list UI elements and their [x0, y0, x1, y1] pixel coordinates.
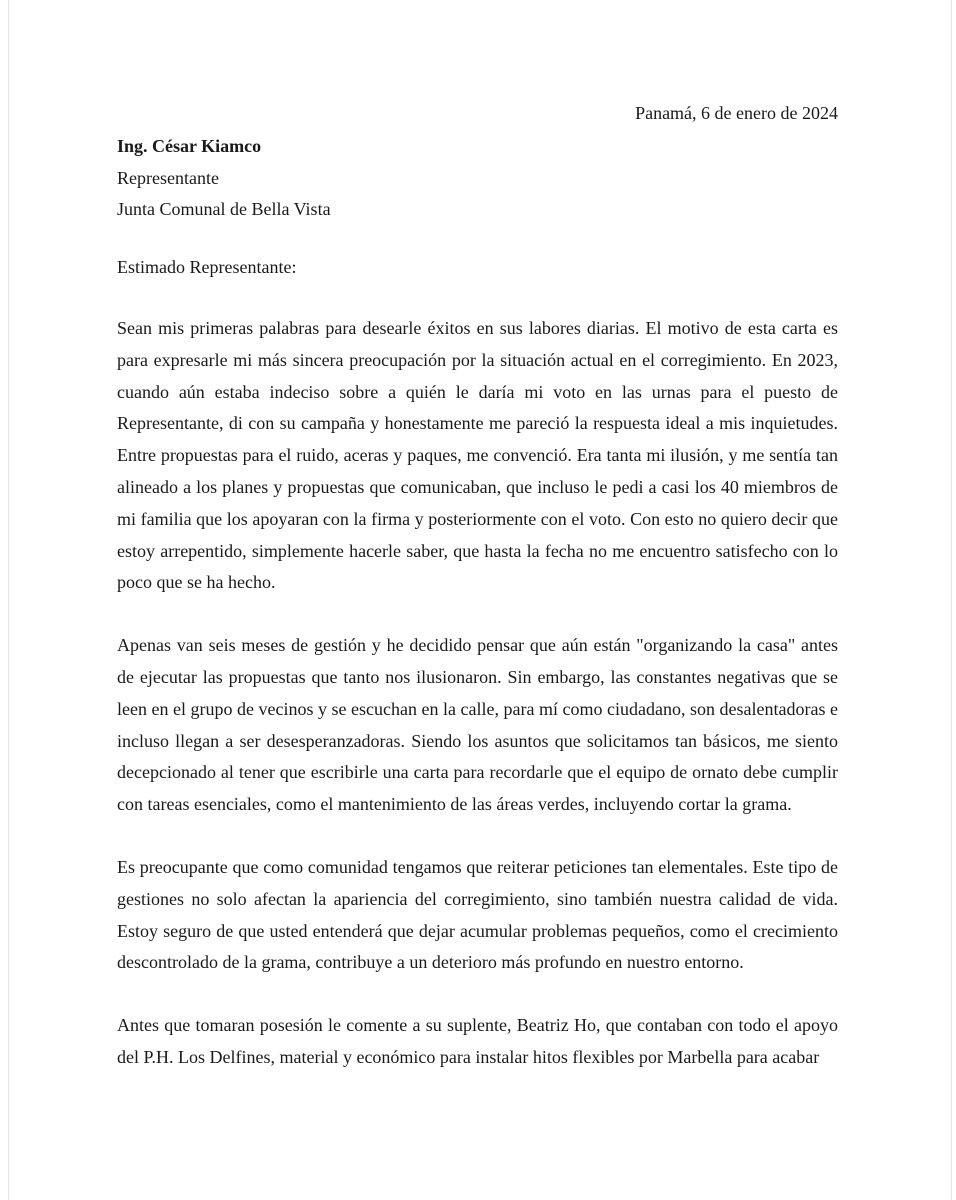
body-paragraph: Antes que tomaran posesión le comente a su suplente, Beatriz Ho, que contaban con todo el apoyo del P.H. Los Delfines, material y económico para instalar hitos flexibles por Marbella para acabar — [117, 1015, 838, 1067]
letter — [117, 98, 838, 1074]
recipient-block — [117, 131, 838, 226]
recipient-name: Ing. César Kiamco — [117, 135, 262, 156]
recipient-title: Representante — [117, 167, 219, 188]
body-paragraph: Apenas van seis meses de gestión y he decidido pensar que aún están "organizando la casa" antes de ejecutar las propuestas que tanto nos ilusionaron. Sin embargo, las constantes negativas que se leen en el grupo de vecinos y se escuchan en la calle, para mí como ciudadano, son desalentadoras e incluso llegan a ser desesperanzadoras. Siendo los asuntos que solicitamos tan básicos, me siento decepcionado al tener que escribirle una carta para recordarle que el equipo de ornato debe cumplir con tareas esenciales, como el mantenimiento de las áreas verdes, incluyendo cortar la grama. — [117, 635, 838, 815]
letter-body — [117, 313, 838, 1074]
recipient-institution: Junta Comunal de Bella Vista — [117, 199, 331, 220]
body-paragraph: Es preocupante que como comunidad tengamos que reiterar peticiones tan elementales. Este tipo de gestiones no solo afectan la apariencia del corregimiento, sino también nuestra calidad de vida. Estoy seguro de que usted entenderá que dejar acumular problemas pequeños, como el crecimiento descontrolado de la grama, contribuye a un deterioro más profundo en nuestro entorno. — [117, 856, 838, 973]
salutation: Estimado Representante: — [117, 257, 297, 278]
letter-date: Panamá, 6 de enero de 2024 — [635, 103, 838, 123]
page-edge-left — [8, 0, 9, 1200]
body-paragraph: Sean mis primeras palabras para desearle éxitos en sus labores diarias. El motivo de esta carta es para expresarle mi más sincera preocupación por la situación actual en el corregimiento. En 2023, cuando aún estaba indeciso sobre a quién le daría mi voto en las urnas para el puesto de Representante, di con su campaña y honestamente me pareció la respuesta ideal a mis inquietudes. Entre propuestas para el ruido, aceras y paques, me convenció. Era tanta mi ilusión, y me sentía tan alineado a los planes y propuestas que comunicaban, que incluso le pedi a casi los 40 miembros de mi familia que los apoyaran con la firma y posteriormente con el voto. Con esto no quiero decir que estoy arrepentido, simplemente hacerle saber, que hasta la fecha no me encuentro satisfecho con lo poco que se ha hecho. — [117, 317, 838, 593]
page-edge-right — [951, 0, 952, 1200]
